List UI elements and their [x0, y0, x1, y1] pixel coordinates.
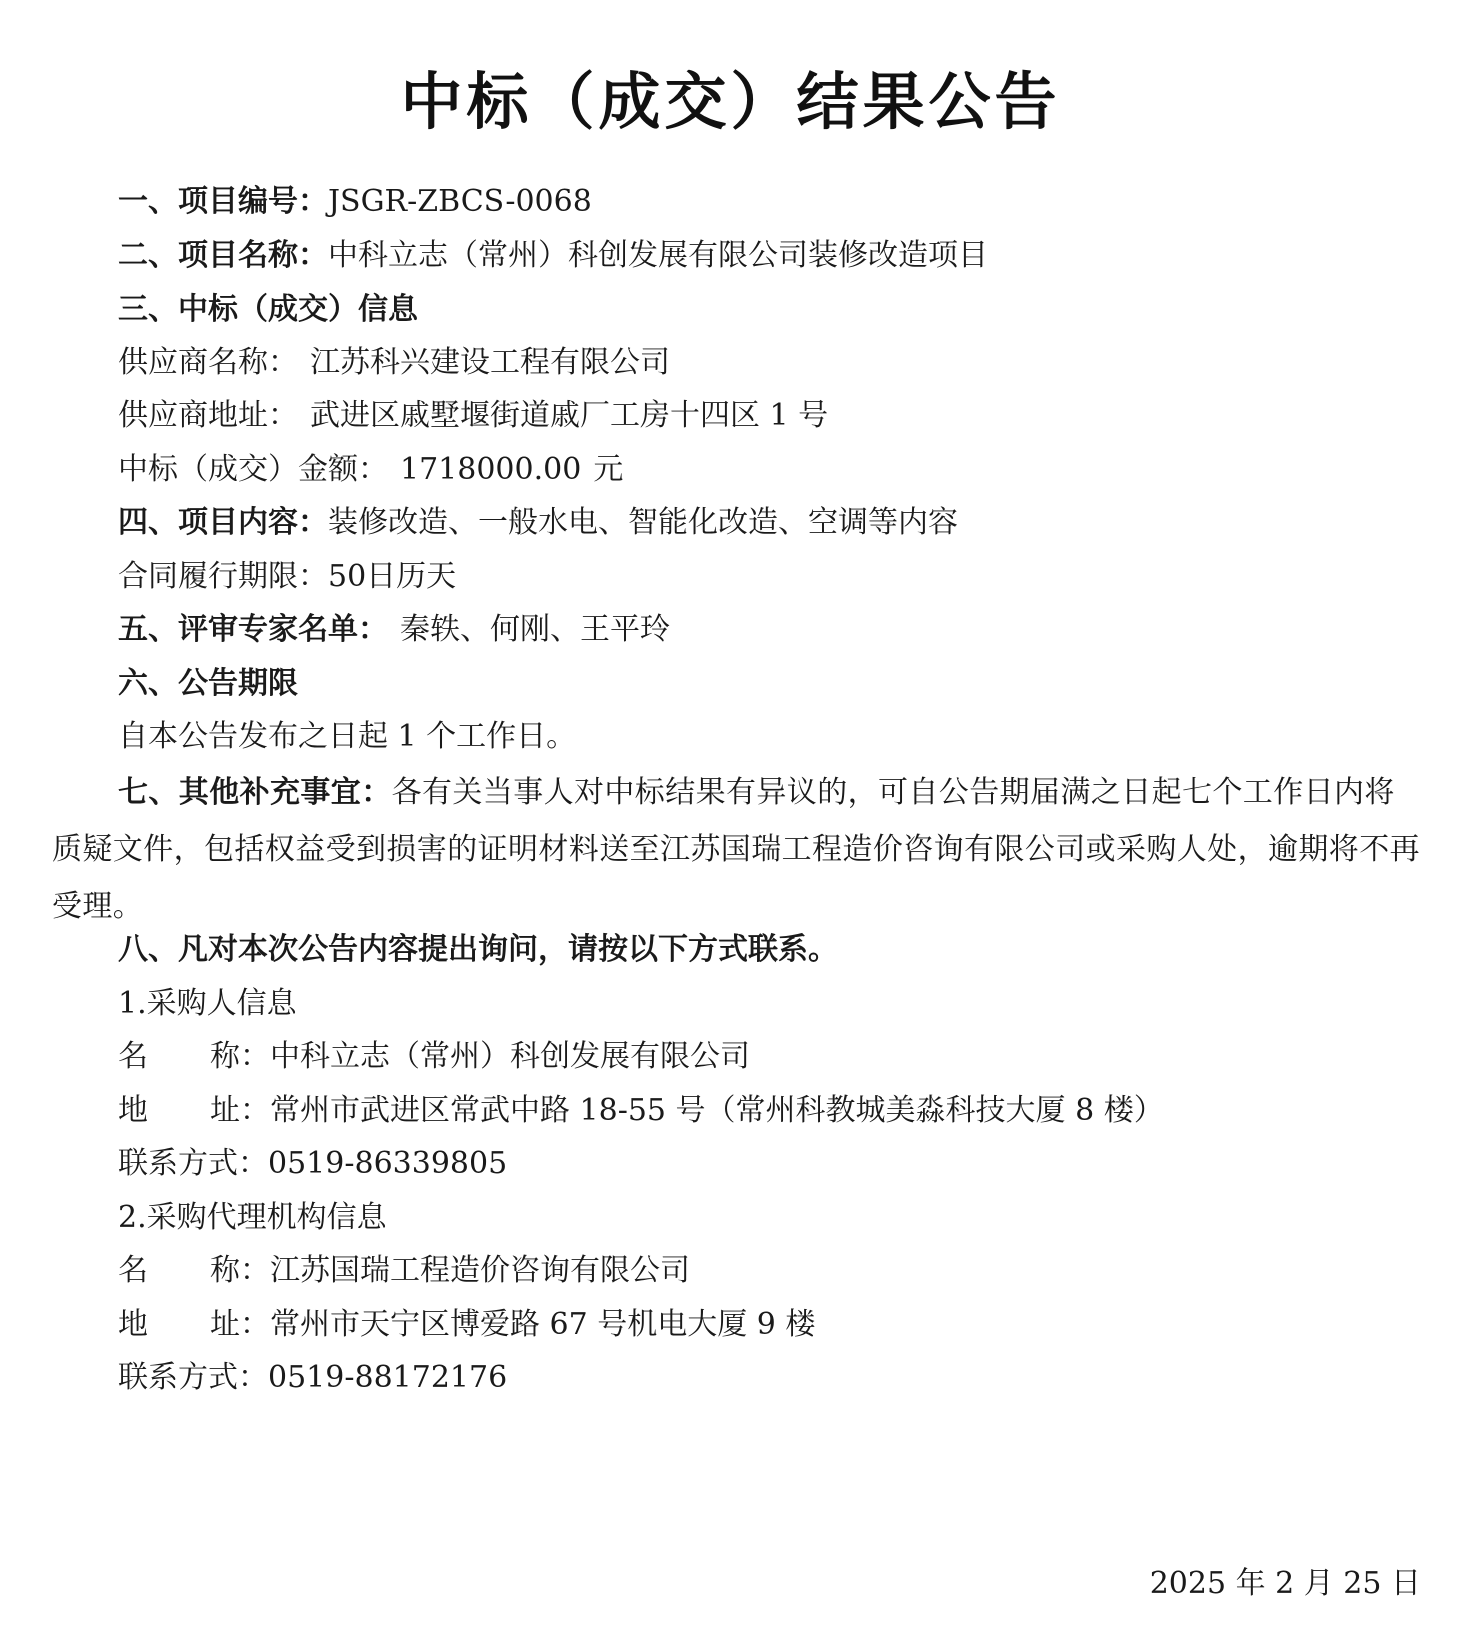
agency-contact-value: 0519-88172176 — [268, 1360, 508, 1395]
award-amount-label: 中标（成交）金额： — [118, 452, 388, 487]
agency-address-label-a: 地 — [118, 1307, 148, 1342]
award-info-heading: 三、中标（成交）信息 — [118, 292, 418, 327]
agency-address-label-b: 址： — [210, 1307, 270, 1342]
project-number-line — [118, 180, 592, 224]
purchaser-contact-value: 0519-86339805 — [268, 1146, 508, 1181]
agency-name-label-b: 称： — [210, 1253, 270, 1288]
agency-address-value: 常州市天宁区博爱路 67 号机电大厦 9 楼 — [270, 1307, 816, 1342]
announcement-date: 2025 年 2 月 25 日 — [1149, 1566, 1421, 1601]
supplementary-text: 各有关当事人对中标结果有异议的，可自公告期届满之日起七个工作日内将质疑文件，包括权益受到损害的证明材料送至江苏国瑞工程造价咨询有限公司或采购人处，逾期将不再受理。 — [52, 775, 1420, 924]
project-number-label: 一、项目编号： — [118, 184, 328, 219]
supplementary-label: 七、其他补充事宜： — [118, 775, 392, 810]
project-name-line — [118, 234, 988, 278]
supplier-address-line — [118, 394, 828, 438]
agency-name-label-a: 名 — [118, 1253, 148, 1288]
award-amount-value: 1718000.00 — [400, 452, 582, 487]
agency-contact-line — [118, 1356, 507, 1400]
notice-period-text: 自本公告发布之日起 1 个工作日。 — [118, 719, 577, 754]
purchaser-name-label-a: 名 — [118, 1039, 148, 1074]
project-name-label: 二、项目名称： — [118, 238, 328, 273]
supplier-name-value: 江苏科兴建设工程有限公司 — [310, 345, 670, 380]
award-amount-unit: 元 — [593, 452, 624, 487]
purchaser-address-label-b: 址： — [210, 1093, 270, 1128]
supplementary-paragraph — [52, 764, 1422, 935]
agency-address-line — [118, 1303, 815, 1347]
notice-period-heading: 六、公告期限 — [118, 666, 298, 701]
purchaser-info-title: 1.采购人信息 — [118, 986, 297, 1021]
contract-period-line — [118, 555, 456, 599]
purchaser-address-line — [118, 1089, 1164, 1133]
contact-heading: 八、凡对本次公告内容提出询问，请按以下方式联系。 — [118, 932, 838, 967]
contract-period-label: 合同履行期限： — [118, 559, 328, 594]
purchaser-address-label-a: 地 — [118, 1093, 148, 1128]
supplier-name-label: 供应商名称： — [118, 345, 298, 380]
page-title: 中标（成交）结果公告 — [400, 65, 1061, 138]
experts-value: 秦轶、何刚、王平玲 — [400, 612, 670, 647]
experts-label: 五、评审专家名单： — [118, 612, 388, 647]
purchaser-name-value: 中科立志（常州）科创发展有限公司 — [270, 1039, 750, 1074]
project-content-label: 四、项目内容： — [118, 505, 328, 540]
agency-name-line — [118, 1249, 690, 1293]
supplier-address-label: 供应商地址： — [118, 398, 298, 433]
award-amount-line — [118, 448, 623, 492]
project-content-value: 装修改造、一般水电、智能化改造、空调等内容 — [328, 505, 958, 540]
purchaser-address-value: 常州市武进区常武中路 18-55 号（常州科教城美淼科技大厦 8 楼） — [270, 1093, 1164, 1128]
contract-period-value: 50日历天 — [328, 559, 457, 594]
purchaser-name-label-b: 称： — [210, 1039, 270, 1074]
agency-info-title: 2.采购代理机构信息 — [118, 1200, 387, 1235]
supplier-name-line — [118, 341, 670, 385]
purchaser-name-line — [118, 1035, 750, 1079]
agency-contact-label: 联系方式： — [118, 1360, 268, 1395]
project-number-value: JSGR-ZBCS-0068 — [328, 184, 592, 219]
agency-name-value: 江苏国瑞工程造价咨询有限公司 — [270, 1253, 690, 1288]
experts-line — [118, 608, 670, 652]
supplier-address-value: 武进区戚墅堰街道戚厂工房十四区 1 号 — [310, 398, 829, 433]
project-content-line — [118, 501, 958, 545]
project-name-value: 中科立志（常州）科创发展有限公司装修改造项目 — [328, 238, 988, 273]
purchaser-contact-line — [118, 1142, 507, 1186]
purchaser-contact-label: 联系方式： — [118, 1146, 268, 1181]
